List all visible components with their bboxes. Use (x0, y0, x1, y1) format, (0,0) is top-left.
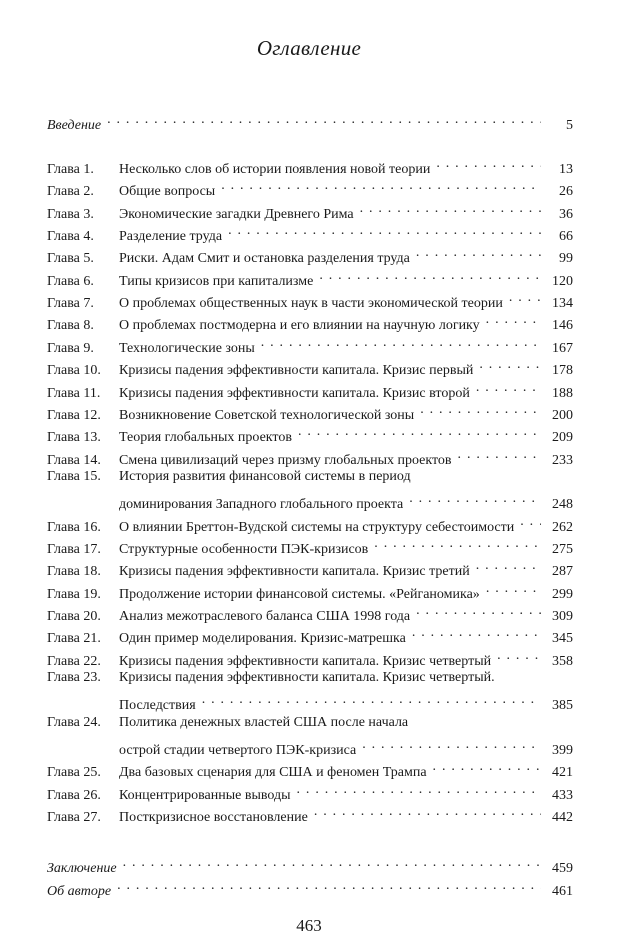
toc-entry-chapter[interactable] (47, 176, 573, 199)
dot-leader (221, 176, 541, 195)
chapter-number: Глава 2. (47, 184, 94, 199)
toc-entry-conclusion-label: Заключение (47, 861, 117, 876)
toc-entry-about-label: Об авторе (47, 884, 112, 899)
chapter-page: 287 (552, 564, 573, 579)
chapter-title: Общие вопросы (119, 184, 216, 199)
toc-entry-intro-page: 5 (566, 118, 573, 133)
chapter-page: 275 (552, 542, 573, 557)
chapter-page: 178 (552, 363, 573, 378)
chapter-number: Глава 15. (47, 469, 101, 484)
dot-leader (436, 154, 541, 173)
dot-leader (297, 780, 541, 799)
dot-leader (416, 601, 541, 620)
toc-entry-chapter[interactable] (47, 199, 573, 222)
dot-leader (509, 288, 541, 307)
toc-entry-intro-label: Введение (47, 118, 102, 133)
dot-leader (476, 556, 541, 575)
toc-entry-chapter[interactable] (47, 445, 573, 468)
chapter-title: Возникновение Советской технологической зоны (119, 408, 415, 423)
toc-entry-chapter[interactable] (47, 668, 573, 687)
chapter-title: История развития финансовой системы в период (119, 469, 411, 484)
chapter-title: Смена цивилизаций через призму глобальных проектов (119, 453, 452, 468)
chapter-title: Концентрированные выводы (119, 788, 291, 803)
chapter-page: 13 (559, 162, 573, 177)
chapter-number: Глава 22. (47, 654, 101, 669)
chapter-title: Кризисы падения эффективности капитала. Кризис четвертый. (119, 670, 495, 685)
toc-entry-chapter[interactable] (47, 266, 573, 289)
dot-leader (298, 422, 541, 441)
toc-entry-chapter[interactable] (47, 534, 573, 557)
chapter-number: Глава 1. (47, 162, 94, 177)
chapter-number: Глава 20. (47, 609, 101, 624)
chapter-title: Экономические загадки Древнего Рима (119, 207, 354, 222)
chapter-number: Глава 10. (47, 363, 101, 378)
toc-entry-intro[interactable] (47, 110, 573, 133)
toc-entry-chapter[interactable] (47, 310, 573, 333)
chapter-page: 188 (552, 386, 573, 401)
toc-entry-conclusion[interactable] (47, 853, 573, 876)
chapter-title: Кризисы падения эффективности капитала. Кризис первый (119, 363, 474, 378)
dot-leader (497, 646, 541, 665)
dot-leader (314, 802, 541, 821)
toc-entry-chapter[interactable] (47, 422, 573, 445)
toc-entry-chapter[interactable] (47, 355, 573, 378)
chapter-title: О проблемах общественных наук в части экономической теории (119, 296, 503, 311)
chapter-title: Несколько слов об истории появления новой теории (119, 162, 431, 177)
chapter-number: Глава 5. (47, 251, 94, 266)
toc-entry-chapter[interactable] (47, 333, 573, 356)
dot-leader (202, 690, 541, 709)
chapter-number: Глава 23. (47, 670, 101, 685)
chapter-title: Кризисы падения эффективности капитала. Кризис четвертый (119, 654, 492, 669)
chapter-number: Глава 13. (47, 430, 101, 445)
chapter-title: Типы кризисов при капитализме (119, 274, 314, 289)
chapter-title: Продолжение истории финансовой системы. «Рейганомика» (119, 587, 480, 602)
chapter-page: 421 (552, 765, 573, 780)
chapter-number: Глава 3. (47, 207, 94, 222)
chapter-page: 299 (552, 587, 573, 602)
dot-leader (362, 735, 541, 754)
chapter-title-continuation[interactable] (47, 690, 573, 713)
chapter-number: Глава 26. (47, 788, 101, 803)
dot-leader (261, 333, 541, 352)
dot-leader (520, 512, 541, 531)
dot-leader (123, 853, 541, 872)
chapter-title-cont: острой стадии четвертого ПЭК-кризиса (119, 743, 357, 758)
dot-leader (433, 757, 541, 776)
toc-entry-chapter[interactable] (47, 713, 573, 732)
chapter-title: О влиянии Бреттон-Вудской системы на структуру себестоимости (119, 520, 515, 535)
chapter-title-cont: доминирования Западного глобального проекта (119, 497, 404, 512)
chapter-title: Два базовых сценария для США и феномен Трампа (119, 765, 427, 780)
chapter-number: Глава 18. (47, 564, 101, 579)
chapter-page: 66 (559, 229, 573, 244)
chapter-page: 433 (552, 788, 573, 803)
page-title: Оглавление (256, 36, 362, 60)
chapter-number: Глава 24. (47, 715, 101, 730)
dot-leader (107, 110, 541, 129)
chapter-title-continuation[interactable] (47, 735, 573, 758)
chapter-number: Глава 9. (47, 341, 94, 356)
toc-entry-conclusion-page: 459 (552, 861, 573, 876)
chapter-page: 399 (552, 743, 573, 758)
chapter-page: 385 (552, 698, 573, 713)
toc-entry-chapter[interactable] (47, 221, 573, 244)
chapter-title: Кризисы падения эффективности капитала. Кризис второй (119, 386, 470, 401)
chapter-number: Глава 17. (47, 542, 101, 557)
chapter-title: Риски. Адам Смит и остановка разделения труда (119, 251, 410, 266)
chapter-page: 262 (552, 520, 573, 535)
toc-entry-chapter[interactable] (47, 288, 573, 311)
chapter-page: 134 (552, 296, 573, 311)
chapter-title: Посткризисное восстановление (119, 810, 308, 825)
chapter-title: Технологические зоны (119, 341, 255, 356)
toc-entry-chapter[interactable] (47, 623, 573, 646)
toc-entry-chapter[interactable] (47, 579, 573, 602)
dot-leader (412, 623, 541, 642)
toc-entry-chapter[interactable] (47, 556, 573, 579)
chapter-number: Глава 12. (47, 408, 101, 423)
dot-leader (416, 243, 541, 262)
chapter-number: Глава 25. (47, 765, 101, 780)
chapter-number: Глава 4. (47, 229, 94, 244)
toc-entry-chapter[interactable] (47, 646, 573, 669)
toc-entry-chapter[interactable] (47, 802, 573, 825)
chapter-title: Теория глобальных проектов (119, 430, 292, 445)
chapter-page: 442 (552, 810, 573, 825)
dot-leader (486, 310, 541, 329)
chapter-page: 248 (552, 497, 573, 512)
chapter-page: 146 (552, 318, 573, 333)
toc-entry-chapter[interactable] (47, 467, 573, 486)
dot-leader (360, 199, 541, 218)
chapter-page: 358 (552, 654, 573, 669)
chapter-page: 167 (552, 341, 573, 356)
chapter-title: Разделение труда (119, 229, 223, 244)
chapter-number: Глава 7. (47, 296, 94, 311)
chapter-page: 309 (552, 609, 573, 624)
chapter-page: 36 (559, 207, 573, 222)
chapter-number: Глава 11. (47, 386, 101, 401)
chapter-number: Глава 14. (47, 453, 101, 468)
chapter-title-cont: Последствия (119, 698, 196, 713)
toc-entry-chapter[interactable] (47, 757, 573, 780)
dot-leader (458, 445, 541, 464)
table-of-contents (47, 0, 573, 946)
chapter-title: Кризисы падения эффективности капитала. Кризис третий (119, 564, 470, 579)
dot-leader (476, 378, 541, 397)
chapter-title: Один пример моделирования. Кризис-матрешка (119, 631, 406, 646)
chapter-number: Глава 21. (47, 631, 101, 646)
chapter-title: О проблемах постмодерна и его влиянии на научную логику (119, 318, 480, 333)
chapter-page: 200 (552, 408, 573, 423)
toc-entry-chapter[interactable] (47, 378, 573, 401)
toc-entry-chapter[interactable] (47, 154, 573, 177)
dot-leader (374, 534, 541, 553)
chapter-number: Глава 16. (47, 520, 101, 535)
dot-leader (117, 876, 541, 895)
chapter-title: Анализ межотраслевого баланса США 1998 года (119, 609, 411, 624)
toc-entry-about-page: 461 (552, 884, 573, 899)
dot-leader (319, 266, 541, 285)
dot-leader (420, 400, 541, 419)
page-number-footer: 463 (296, 916, 322, 935)
chapter-number: Глава 27. (47, 810, 101, 825)
chapter-page: 26 (559, 184, 573, 199)
toc-entry-chapter[interactable] (47, 601, 573, 624)
dot-leader (228, 221, 541, 240)
toc-entry-chapter[interactable] (47, 780, 573, 803)
toc-entry-chapter[interactable] (47, 400, 573, 423)
toc-entry-chapter[interactable] (47, 243, 573, 266)
dot-leader (479, 355, 541, 374)
chapter-title: Структурные особенности ПЭК-кризисов (119, 542, 369, 557)
chapter-page: 99 (559, 251, 573, 266)
chapter-page: 120 (552, 274, 573, 289)
chapter-page: 345 (552, 631, 573, 646)
chapter-number: Глава 8. (47, 318, 94, 333)
chapter-page: 233 (552, 453, 573, 468)
dot-leader (409, 489, 541, 508)
chapter-number: Глава 6. (47, 274, 94, 289)
toc-entry-about[interactable] (47, 876, 573, 899)
chapter-number: Глава 19. (47, 587, 101, 602)
dot-leader (486, 579, 541, 598)
chapter-title-continuation[interactable] (47, 489, 573, 512)
chapter-title: Политика денежных властей США после начала (119, 715, 409, 730)
chapter-page: 209 (552, 430, 573, 445)
toc-entry-chapter[interactable] (47, 512, 573, 535)
